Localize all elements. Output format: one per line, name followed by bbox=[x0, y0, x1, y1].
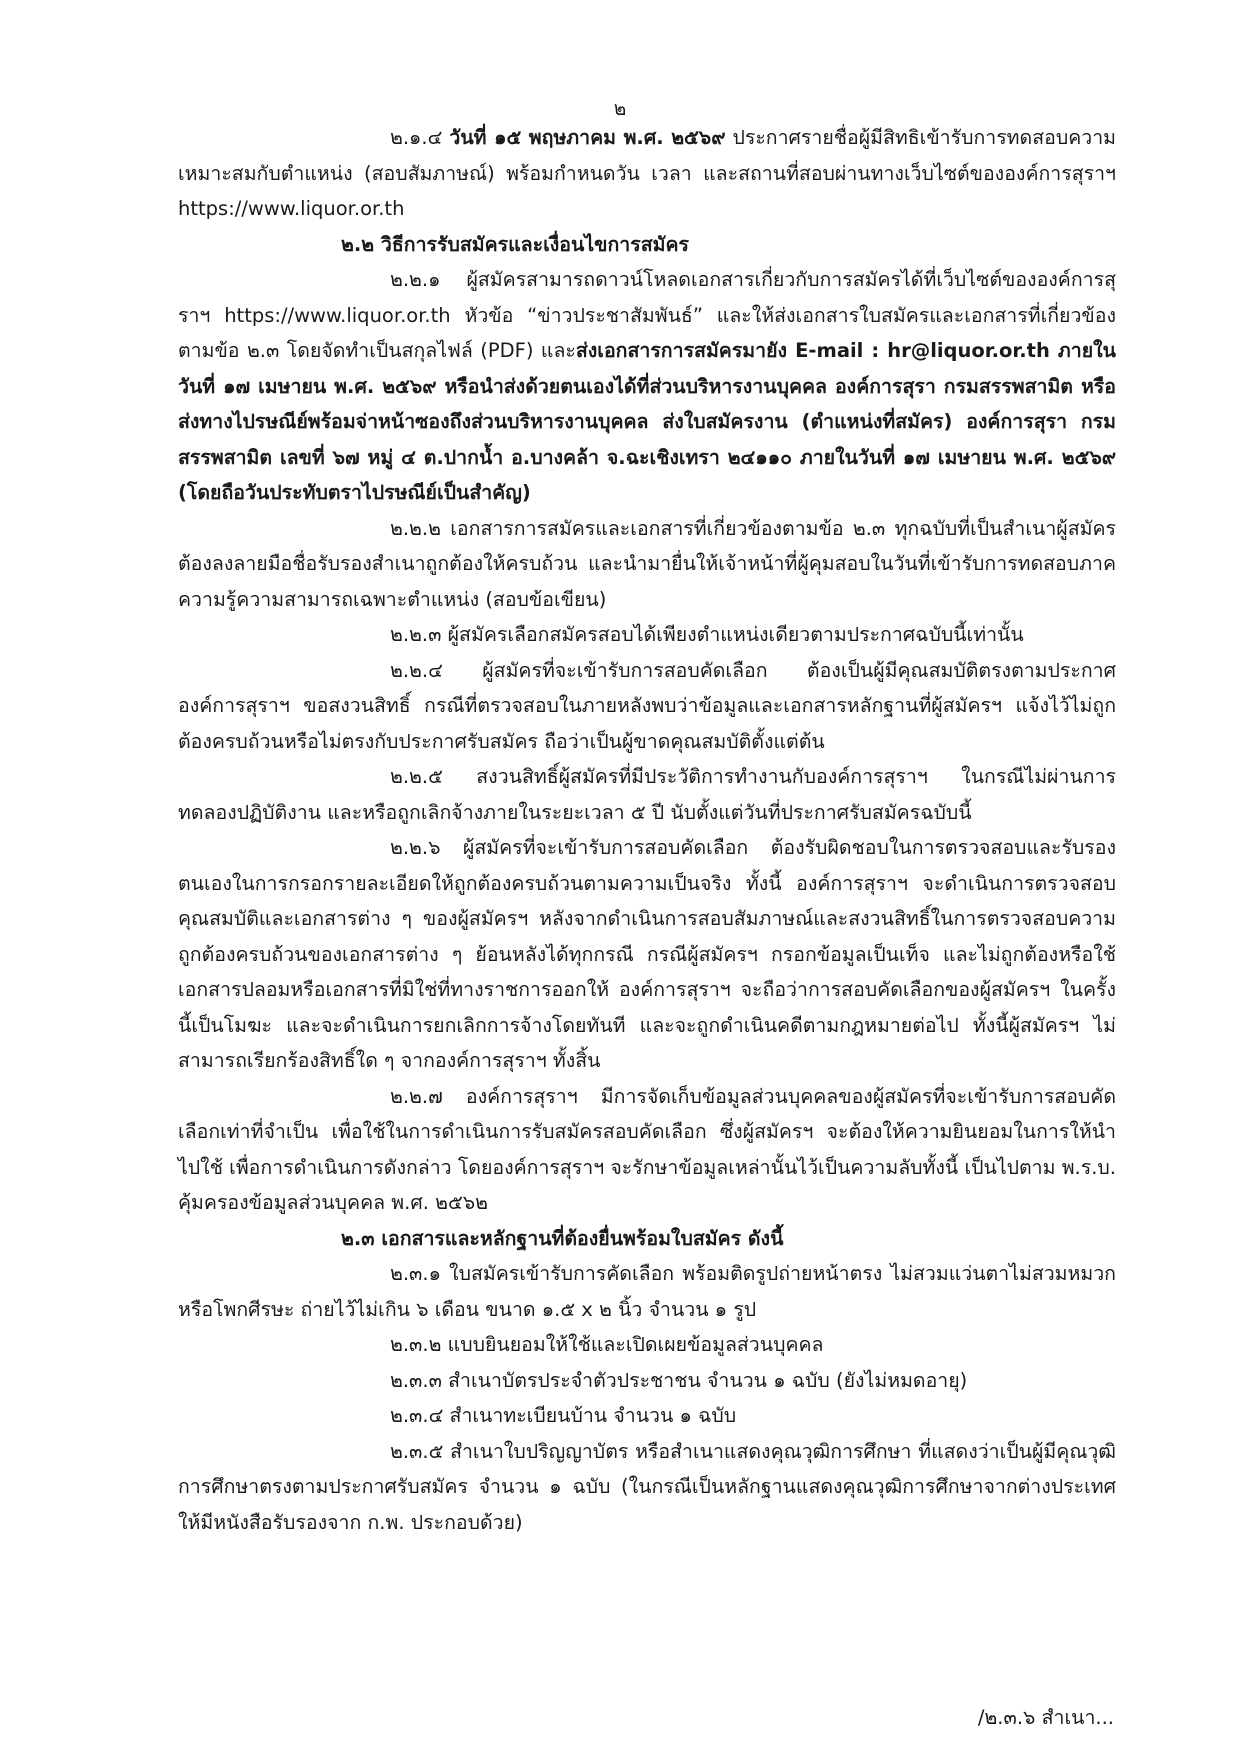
paragraph-2-2-1 bbox=[178, 262, 1116, 511]
paragraph-2-2-3: ๒.๒.๓ ผู้สมัครเลือกสมัครสอบได้เพียงตำแหน่งเดียวตามประกาศฉบับนี้เท่านั้น bbox=[390, 623, 1024, 646]
paragraph-2-3-2: ๒.๓.๒ แบบยินยอมให้ใช้และเปิดเผยข้อมูลส่วนบุคคล bbox=[390, 1333, 824, 1356]
section-heading-2-2: ๒.๒ วิธีการรับสมัครและเงื่อนไขการสมัคร bbox=[341, 232, 689, 256]
paragraph-2-1-4 bbox=[178, 120, 1116, 227]
document-body bbox=[178, 120, 1116, 1540]
item-number: ๒.๑.๔ bbox=[390, 126, 443, 149]
paragraph-2-3-5: ๒.๓.๕ สำเนาใบปริญญาบัตร หรือสำเนาแสดงคุณวุฒิการศึกษา ที่แสดงว่าเป็นผู้มีคุณวุฒิการศึกษาตรงตามประกาศรับสมัคร จำนวน ๑ ฉบับ (ในกรณีเป็นหลักฐานแสดงคุณวุฒิการศึกษาจากต่างประเทศให้มีหนังสือรับรองจาก ก.พ. ประกอบด้วย) bbox=[178, 1439, 1116, 1534]
page-number: ๒ bbox=[613, 98, 627, 120]
paragraph-2-3-3: ๒.๓.๓ สำเนาบัตรประจำตัวประชาชน จำนวน ๑ ฉบับ (ยังไม่หมดอายุ) bbox=[390, 1368, 968, 1392]
continuation-note: /๒.๓.๖ สำเนา... bbox=[977, 1706, 1114, 1729]
paragraph-2-2-4: ๒.๒.๔ ผู้สมัครที่จะเข้ารับการสอบคัดเลือก ต้องเป็นผู้มีคุณสมบัติตรงตามประกาศองค์การสุราฯ ขอสงวนสิทธิ์ กรณีที่ตรวจสอบในภายหลังพบว่าข้อมูลและเอกสารหลักฐานที่ผู้สมัครฯ แจ้งไว้ไม่ถูกต้องครบถ้วนหรือไม่ตรงกับประกาศรับสมัคร ถือว่าเป็นผู้ขาดคุณสมบัติตั้งแต่ต้น bbox=[178, 658, 1116, 753]
paragraph-2-2-2: ๒.๒.๒ เอกสารการสมัครและเอกสารที่เกี่ยวข้องตามข้อ ๒.๓ ทุกฉบับที่เป็นสำเนาผู้สมัครต้องลงลายมือชื่อรับรองสำเนาถูกต้องให้ครบถ้วน และนำมายื่นให้เจ้าหน้าที่ผู้คุมสอบในวันที่เข้ารับการทดสอบภาคความรู้ความสามารถเฉพาะตำแหน่ง (สอบข้อเขียน) bbox=[178, 516, 1116, 611]
paragraph-text: ประกาศรายชื่อผู้มีสิทธิเข้ารับการทดสอบความเหมาะสมกับตำแหน่ง (สอบสัมภาษณ์) พร้อมกำหนดวัน เวลา และสถานที่สอบผ่านทางเว็บไซต์ขององค์การสุราฯ https://www.liquor.or.th bbox=[178, 126, 1116, 220]
date-bold: วันที่ ๑๕ พฤษภาคม พ.ศ. ๒๕๖๙ bbox=[449, 126, 726, 149]
paragraph-2-3-1: ๒.๓.๑ ใบสมัครเข้ารับการคัดเลือก พร้อมติดรูปถ่ายหน้าตรง ไม่สวมแว่นตาไม่สวมหมวกหรือโพกศีรษะ ถ่ายไว้ไม่เกิน ๖ เดือน ขนาด ๑.๕ x ๒ นิ้ว จำนวน ๑ รูป bbox=[178, 1262, 1116, 1321]
paragraph-2-2-5: ๒.๒.๕ สงวนสิทธิ์ผู้สมัครที่มีประวัติการทำงานกับองค์การสุราฯ ในกรณีไม่ผ่านการทดลองปฏิบัติงาน และหรือถูกเลิกจ้างภายในระยะเวลา ๕ ปี นับตั้งแต่วันที่ประกาศรับสมัครฉบับนี้ bbox=[178, 765, 1116, 824]
paragraph-2-2-7: ๒.๒.๗ องค์การสุราฯ มีการจัดเก็บข้อมูลส่วนบุคคลของผู้สมัครที่จะเข้ารับการสอบคัดเลือกเท่าที่จำเป็น เพื่อใช้ในการดำเนินการรับสมัครสอบคัดเลือก ซึ่งผู้สมัครฯ จะต้องให้ความยินยอมในการให้นำไปใช้ เพื่อการดำเนินการดังกล่าว โดยองค์การสุราฯ จะรักษาข้อมูลเหล่านั้นไว้เป็นความลับทั้งนี้ เป็นไปตาม พ.ร.บ. คุ้มครองข้อมูลส่วนบุคคล พ.ศ. ๒๕๖๒ bbox=[178, 1084, 1116, 1214]
paragraph-text: ๒.๒.๑ ผู้สมัครสามารถดาวน์โหลดเอกสารเกี่ยวกับการสมัครได้ที่เว็บไซต์ขององค์การสุราฯ https://www.liquor.or.th หัวข้อ “ข่าวประชาสัมพันธ์” และให้ส่งเอกสารใบสมัครและเอกสารที่เกี่ยวข้องตามข้อ ๒.๓ โดยจัดทำเป็นสกุลไฟล์ (PDF) และ bbox=[178, 268, 1116, 362]
section-heading-2-3: ๒.๓ เอกสารและหลักฐานที่ต้องยื่นพร้อมใบสมัคร ดังนี้ bbox=[341, 1226, 784, 1250]
submission-details-bold: ส่งเอกสารการสมัครมายัง E-mail : hr@liquor.or.th ภายในวันที่ ๑๗ เมษายน พ.ศ. ๒๕๖๙ หรือนำส่งด้วยตนเองได้ที่ส่วนบริหารงานบุคคล องค์การสุรา กรมสรรพสามิต หรือส่งทางไปรษณีย์พร้อมจ่าหน้าซองถึงส่วนบริหารงานบุคคล ส่งใบสมัครงาน (ตำแหน่งที่สมัคร) องค์การสุรา กรมสรรพสามิต เลขที่ ๖๗ หมู่ ๔ ต.ปากน้ำ อ.บางคล้า จ.ฉะเชิงเทรา ๒๔๑๑๐ ภายในวันที่ ๑๗ เมษายน พ.ศ. ๒๕๖๙ (โดยถือวันประทับตราไปรษณีย์เป็นสำคัญ) bbox=[178, 339, 1116, 504]
paragraph-2-2-6: ๒.๒.๖ ผู้สมัครที่จะเข้ารับการสอบคัดเลือก ต้องรับผิดชอบในการตรวจสอบและรับรองตนเองในการกรอกรายละเอียดให้ถูกต้องครบถ้วนตามความเป็นจริง ทั้งนี้ องค์การสุราฯ จะดำเนินการตรวจสอบคุณสมบัติและเอกสารต่าง ๆ ของผู้สมัครฯ หลังจากดำเนินการสอบสัมภาษณ์และสงวนสิทธิ์ในการตรวจสอบความถูกต้องครบถ้วนของเอกสารต่าง ๆ ย้อนหลังได้ทุกกรณี กรณีผู้สมัครฯ กรอกข้อมูลเป็นเท็จ และไม่ถูกต้องหรือใช้เอกสารปลอมหรือเอกสารที่มิใช่ที่ทางราชการออกให้ องค์การสุราฯ จะถือว่าการสอบคัดเลือกของผู้สมัครฯ ในครั้งนี้เป็นโมฆะ และจะดำเนินการยกเลิกการจ้างโดยทันที และจะถูกดำเนินคดีตามกฎหมายต่อไป ทั้งนี้ผู้สมัครฯ ไม่สามารถเรียกร้องสิทธิ์ใด ๆ จากองค์การสุราฯ ทั้งสิ้น bbox=[178, 836, 1116, 1072]
paragraph-2-3-4: ๒.๓.๔ สำเนาทะเบียนบ้าน จำนวน ๑ ฉบับ bbox=[390, 1404, 737, 1427]
